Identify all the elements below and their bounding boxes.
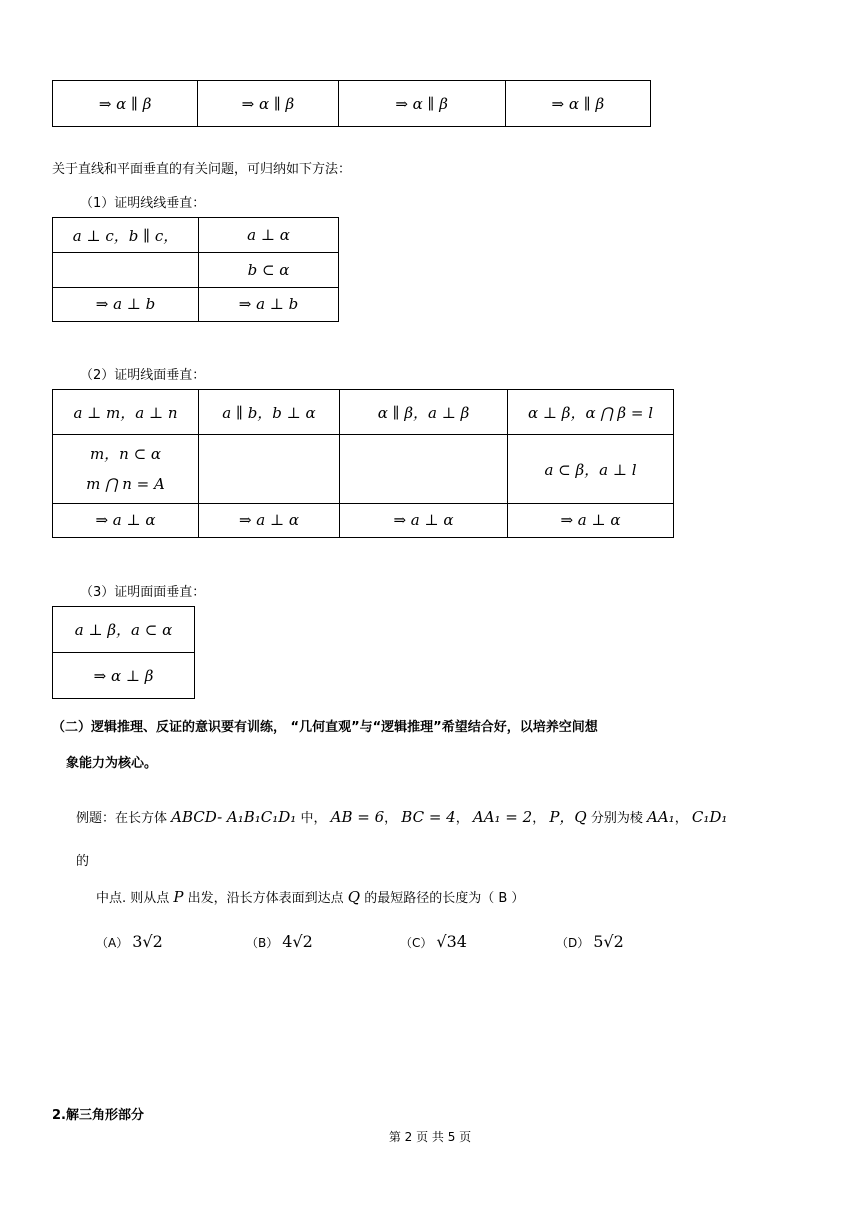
edge-aa1: AA₁	[647, 808, 675, 826]
table-cell: a ⊂ β，a ⊥ l	[508, 435, 674, 503]
table-cell: ⇒ α ∥ β	[338, 81, 505, 127]
condition-ab: AB = 6	[330, 808, 385, 826]
line-plane-perpendicular-table	[52, 389, 674, 538]
option-d	[556, 932, 624, 951]
table-cell: ⇒ a ⊥ b	[53, 287, 199, 321]
table-cell: ⇒ a ⊥ α	[199, 503, 340, 537]
part2-line2: 象能力为核心。	[66, 756, 158, 771]
table-cell: a ⊥ m，a ⊥ n	[53, 390, 199, 435]
line-line-perpendicular-table	[52, 217, 339, 322]
table-cell	[340, 435, 508, 503]
table-cell: ⇒ α ∥ β	[505, 81, 650, 127]
text: 中点. 则从点	[96, 891, 170, 906]
section2-heading: （2）证明线面垂直：	[80, 368, 206, 383]
table-cell: α ⊥ β，α ⋂ β = l	[508, 390, 674, 435]
page-footer: 第 2 页 共 5 页	[388, 1130, 472, 1144]
option-c	[400, 932, 467, 951]
solid-name: ABCD- A₁B₁C₁D₁	[171, 808, 297, 826]
parallel-conclusion-table	[52, 80, 651, 127]
table-cell	[199, 435, 340, 503]
option-label: （D）	[556, 936, 590, 950]
edge-c1d1: C₁D₁	[691, 808, 728, 826]
table-cell: a ⊥ c，b ∥ c，	[53, 218, 199, 253]
cell-line: m，n ⊂ α	[89, 445, 162, 464]
table-cell: ⇒ a ⊥ α	[508, 503, 674, 537]
text: 分别为棱	[590, 811, 643, 826]
option-label: （A）	[96, 936, 129, 950]
option-a	[96, 932, 163, 951]
table-cell	[53, 253, 199, 287]
intro-text: 关于直线和平面垂直的有关问题，可归纳如下方法：	[52, 162, 352, 177]
point-q: Q	[347, 888, 361, 906]
table-cell: ⇒ a ⊥ α	[53, 503, 199, 537]
condition-bc: BC = 4	[401, 808, 456, 826]
text: 中，	[300, 811, 327, 826]
option-value: 4√2	[282, 932, 313, 951]
table-cell: a ∥ b，b ⊥ α	[199, 390, 340, 435]
point-p: P	[173, 888, 184, 906]
example-de: 的	[76, 854, 90, 869]
table-cell: b ⊂ α	[199, 253, 339, 287]
table-cell: a ⊥ α	[199, 218, 339, 253]
text: 的最短路径的长度为（ B ）	[364, 891, 525, 906]
option-value: √34	[436, 932, 467, 951]
table-cell: ⇒ α ⊥ β	[53, 653, 195, 699]
points-pq: P，Q	[549, 808, 587, 826]
table-cell: ⇒ a ⊥ α	[340, 503, 508, 537]
option-value: 3√2	[132, 932, 163, 951]
plane-plane-perpendicular-table	[52, 606, 195, 699]
example-line3	[96, 887, 524, 906]
table-cell: α ∥ β，a ⊥ β	[340, 390, 508, 435]
part2-line1: （二）逻辑推理、反证的意识要有训练， “几何直观”与“逻辑推理”希望结合好，以培养空间想	[52, 720, 598, 735]
table-cell	[53, 435, 199, 503]
option-b	[246, 932, 313, 951]
option-label: （C）	[400, 936, 433, 950]
section-title: 2.解三角形部分	[52, 1108, 144, 1123]
table-cell: ⇒ α ∥ β	[53, 81, 198, 127]
table-cell: a ⊥ β，a ⊂ α	[53, 607, 195, 653]
section1-heading: （1）证明线线垂直：	[80, 196, 206, 211]
table-cell: ⇒ a ⊥ b	[199, 287, 339, 321]
text: 出发，沿长方体表面到达点	[187, 891, 344, 906]
example-line1: 例题：在长方体 ABCD- A₁B₁C₁D₁ 中， AB = 6， BC = 4， AA₁ = 2， P，Q 分别为棱 AA₁， C₁D₁	[76, 808, 728, 826]
option-label: （B）	[246, 936, 279, 950]
table-cell: ⇒ α ∥ β	[198, 81, 338, 127]
example-label: 例题：在长方体	[76, 811, 168, 826]
condition-aa1: AA₁ = 2	[472, 808, 533, 826]
section3-heading: （3）证明面面垂直：	[80, 585, 206, 600]
cell-line: m ⋂ n = A	[86, 475, 165, 494]
option-value: 5√2	[593, 932, 624, 951]
